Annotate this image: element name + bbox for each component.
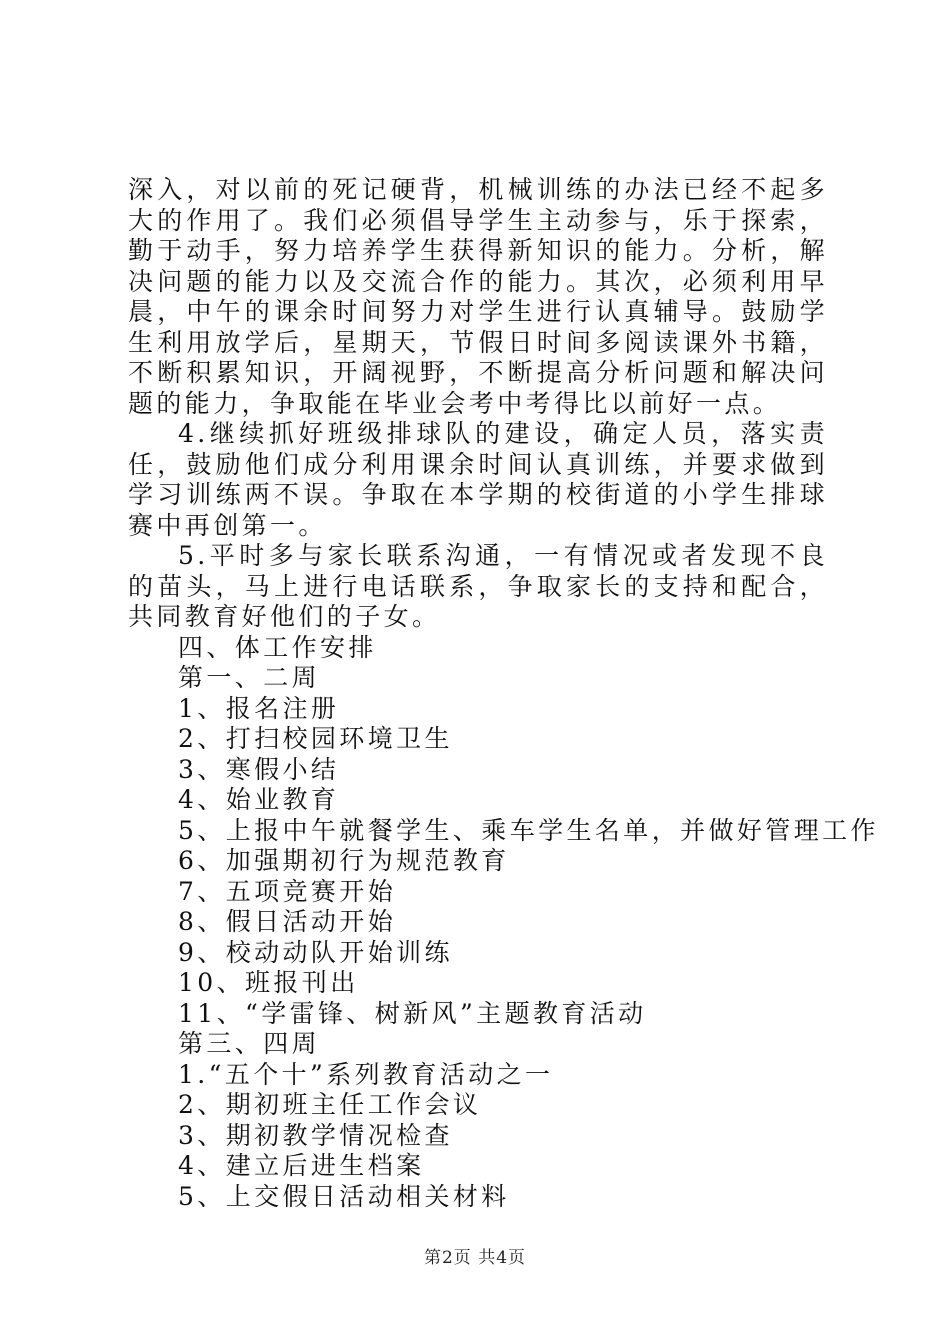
- list-item: 6、加强期初行为规范教育: [178, 846, 510, 875]
- list-item: 5、上交假日活动相关材料: [178, 1181, 510, 1211]
- page-footer: 第2页 共4页: [423, 1248, 527, 1268]
- section-title: 四、体工作安排: [178, 632, 377, 662]
- list-item: 11、“学雷锋、树新风”主题教育活动: [178, 998, 647, 1028]
- paragraph-item-5: 5.平时多与家长联系沟通，一有情况或者发现不良的苗头，马上进行电话联系，争取家长的支持和配合，共同教育好他们的子女。: [128, 541, 828, 631]
- paragraph-continuation: 深入，对以前的死记硬背，机械训练的办法已经不起多大的作用了。我们必须倡导学生主动参与，乐于探索，勤于动手，努力培养学生获得新知识的能力。分析，解决问题的能力以及交流合作的能力。其次，必须利用早晨，中午的课余时间努力对学生进行认真辅导。鼓励学生利用放学后，星期天，节假日时间多阅读课外书籍，不断积累知识，开阔视野，不断提高分析问题和解决问题的能力，争取能在毕业会考中考得比以前好一点。: [128, 175, 828, 418]
- paragraph-item-4: 4.继续抓好班级排球队的建设，确定人员，落实责任，鼓励他们成分利用课余时间认真训练，并要求做到学习训练两不误。争取在本学期的校街道的小学生排球赛中再创第一。: [128, 419, 828, 540]
- list-item: 5、上报中午就餐学生、乘车学生名单，并做好管理工作: [178, 815, 879, 845]
- list-item: 1.“五个十”系列教育活动之一: [178, 1059, 554, 1089]
- list-item: 4、始业教育: [178, 785, 340, 814]
- week-heading-3-4: 第三、四周: [178, 1029, 321, 1058]
- document-body: [128, 175, 879, 1212]
- list-item: 3、期初教学情况检查: [178, 1120, 453, 1150]
- list-item: 10、班报刊出: [178, 968, 359, 997]
- list-item: 2、打扫校园环境卫生: [178, 724, 453, 753]
- list-item: 3、寒假小结: [178, 754, 340, 784]
- list-item: 1、报名注册: [178, 693, 340, 723]
- list-item: 8、假日活动开始: [178, 907, 397, 936]
- list-item: 2、期初班主任工作会议: [178, 1090, 482, 1119]
- week-heading-1-2: 第一、二周: [178, 663, 321, 692]
- list-item: 7、五项竞赛开始: [178, 876, 397, 906]
- list-item: 9、校动动队开始训练: [178, 937, 453, 967]
- list-item: 4、建立后进生档案: [178, 1151, 425, 1180]
